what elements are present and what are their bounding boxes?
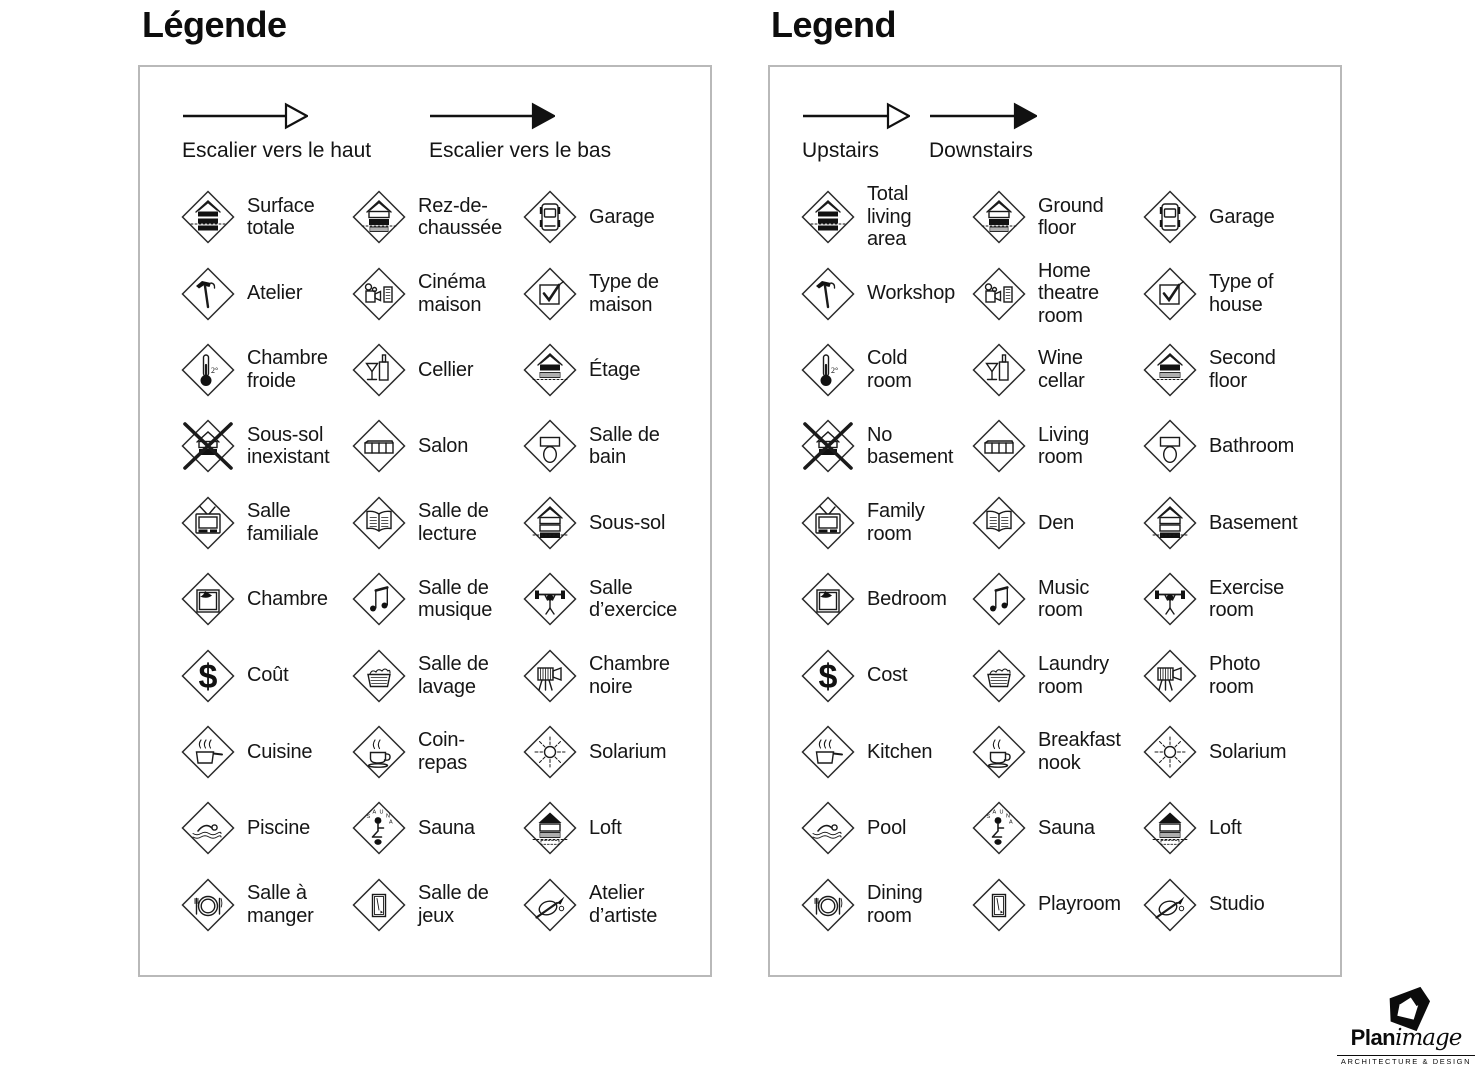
cooking-pot-icon bbox=[800, 724, 856, 780]
tv-icon bbox=[180, 495, 236, 551]
sofa-icon bbox=[351, 418, 407, 474]
arrow-label: Upstairs bbox=[802, 139, 880, 162]
planimage-wordmark bbox=[1336, 1025, 1476, 1051]
svg-text:U: U bbox=[379, 809, 384, 816]
paintbrush-icon bbox=[522, 877, 578, 933]
legend-item-label: Cuisine bbox=[247, 740, 313, 763]
legend-item-label: Loft bbox=[1209, 817, 1242, 840]
legend-item-label: Sauna bbox=[1038, 817, 1095, 840]
legend-item bbox=[1142, 408, 1324, 484]
legend-item-label: Studio bbox=[1209, 893, 1265, 916]
filled-arrow-icon bbox=[929, 100, 1037, 132]
legend-item-label: Atelier d’artiste bbox=[589, 882, 658, 927]
legend-item-label: Cinéma maison bbox=[418, 271, 486, 316]
legend-item bbox=[971, 485, 1142, 561]
legend-item-label: Cold room bbox=[867, 347, 912, 392]
legend-item bbox=[351, 255, 522, 331]
legend-item bbox=[971, 255, 1142, 331]
planimage-logo bbox=[1336, 984, 1476, 1069]
open-arrow-icon bbox=[182, 100, 308, 132]
legend-item bbox=[1142, 867, 1324, 943]
music-notes-icon bbox=[351, 571, 407, 627]
legend-item bbox=[522, 332, 704, 408]
svg-text:A: A bbox=[372, 809, 377, 816]
legend-item-label: Breakfast nook bbox=[1038, 729, 1121, 774]
legend-item-label: Garage bbox=[589, 205, 655, 228]
weightlifter-icon bbox=[522, 571, 578, 627]
crossed-house-icon bbox=[800, 418, 856, 474]
legend-item-label: Salle d’exercice bbox=[589, 576, 678, 622]
legend-item-label: Wine cellar bbox=[1038, 347, 1085, 392]
legend-item bbox=[800, 408, 971, 484]
legend-item-label: Cellier bbox=[418, 358, 474, 381]
tv-icon bbox=[800, 495, 856, 551]
svg-text:N: N bbox=[386, 813, 390, 820]
legend-item-label: Kitchen bbox=[867, 740, 933, 763]
legend-item-label: Second floor bbox=[1209, 347, 1276, 392]
legend-item-label: Type de maison bbox=[589, 271, 659, 316]
legend-item bbox=[800, 637, 971, 713]
svg-text:$: $ bbox=[198, 657, 218, 696]
weightlifter-icon bbox=[1142, 571, 1198, 627]
dollar-icon bbox=[800, 648, 856, 704]
legend-item bbox=[800, 485, 971, 561]
hammer-icon bbox=[800, 266, 856, 322]
legend-item-label: Salon bbox=[418, 435, 469, 458]
legend-item-label: Salle de musique bbox=[418, 576, 493, 622]
legend-item-label: Salle de bain bbox=[589, 423, 660, 469]
legend-item bbox=[971, 561, 1142, 637]
stairs-up-arrow bbox=[802, 100, 910, 163]
crossed-house-icon bbox=[180, 418, 236, 474]
legend-item-label: Ground floor bbox=[1038, 194, 1104, 240]
legend-item bbox=[180, 790, 351, 866]
legend-item bbox=[522, 561, 704, 637]
legend-item bbox=[971, 408, 1142, 484]
legend-item bbox=[800, 332, 971, 408]
legend-item bbox=[180, 485, 351, 561]
coffee-cup-icon bbox=[351, 724, 407, 780]
wine-bottle-glass-icon bbox=[971, 342, 1027, 398]
legend-item bbox=[180, 637, 351, 713]
legend-item-label: Étage bbox=[589, 358, 641, 381]
legend-item-label: Chambre bbox=[247, 587, 328, 610]
legend-item-label: Den bbox=[1038, 511, 1075, 534]
legend-item-label: Salle de lecture bbox=[418, 500, 489, 545]
toilet-icon bbox=[1142, 418, 1198, 474]
basement-house-icon bbox=[522, 495, 578, 551]
legend-item-label: Total living area bbox=[867, 183, 912, 251]
legend-item bbox=[180, 561, 351, 637]
sofa-icon bbox=[971, 418, 1027, 474]
loft-house-icon bbox=[1142, 800, 1198, 856]
camera-tripod-icon bbox=[522, 648, 578, 704]
svg-text:$: $ bbox=[818, 657, 838, 696]
svg-text:S: S bbox=[986, 814, 991, 821]
legend-item bbox=[800, 714, 971, 790]
second-floor-house-icon bbox=[1142, 342, 1198, 398]
legend-item bbox=[522, 714, 704, 790]
arrow-label: Downstairs bbox=[929, 139, 1033, 162]
legend-title-french: Légende bbox=[142, 4, 287, 45]
legend-item bbox=[800, 790, 971, 866]
projector-film-icon bbox=[971, 266, 1027, 322]
legend-item bbox=[971, 637, 1142, 713]
brand-bold-text: Plan bbox=[1350, 1025, 1396, 1050]
garage-car-icon bbox=[522, 189, 578, 245]
legend-item bbox=[180, 867, 351, 943]
thermometer-icon bbox=[180, 342, 236, 398]
svg-text:A: A bbox=[389, 819, 393, 826]
legend-item-label: Music room bbox=[1038, 576, 1090, 622]
legend-panel-french bbox=[138, 65, 712, 977]
total-area-house-icon bbox=[180, 189, 236, 245]
legend-item bbox=[1142, 714, 1324, 790]
plate-cutlery-icon bbox=[800, 877, 856, 933]
legend-item bbox=[800, 867, 971, 943]
legend-item-label: Bathroom bbox=[1209, 435, 1295, 458]
legend-item-label: Bedroom bbox=[867, 587, 947, 610]
window-icon bbox=[800, 571, 856, 627]
svg-text:2°: 2° bbox=[211, 365, 219, 375]
legend-item bbox=[522, 255, 704, 331]
legend-item bbox=[1142, 485, 1324, 561]
music-notes-icon bbox=[971, 571, 1027, 627]
legend-item bbox=[180, 332, 351, 408]
filled-arrow-icon bbox=[429, 100, 555, 132]
swimmer-icon bbox=[800, 800, 856, 856]
svg-text:U: U bbox=[999, 809, 1004, 816]
legend-item bbox=[180, 255, 351, 331]
legend-item-label: Pool bbox=[867, 817, 907, 840]
legend-item bbox=[1142, 255, 1324, 331]
legend-item bbox=[351, 637, 522, 713]
projector-film-icon bbox=[351, 266, 407, 322]
legend-item-label: Coin- repas bbox=[418, 729, 468, 774]
sun-icon bbox=[522, 724, 578, 780]
legend-item-label: Rez-de- chaussée bbox=[418, 194, 503, 240]
legend-item-label: Photo room bbox=[1209, 653, 1261, 698]
legend-item-label: Salle à manger bbox=[247, 882, 314, 927]
legend-item-label: Coût bbox=[247, 664, 289, 687]
legend-item bbox=[180, 179, 351, 255]
plate-cutlery-icon bbox=[180, 877, 236, 933]
legend-item bbox=[522, 790, 704, 866]
pool-table-icon bbox=[971, 877, 1027, 933]
legend-item bbox=[1142, 179, 1324, 255]
cooking-pot-icon bbox=[180, 724, 236, 780]
legend-grid bbox=[140, 179, 710, 943]
legend-item bbox=[800, 179, 971, 255]
legend-item bbox=[971, 179, 1142, 255]
legend-item bbox=[522, 485, 704, 561]
legend-panel-english bbox=[768, 65, 1342, 977]
stairs-down-arrow bbox=[429, 100, 611, 163]
legend-item bbox=[1142, 561, 1324, 637]
svg-text:S: S bbox=[366, 814, 371, 821]
legend-item-label: Workshop bbox=[867, 282, 956, 305]
stairs-up-arrow bbox=[182, 100, 371, 163]
open-book-icon bbox=[351, 495, 407, 551]
legend-title-english: Legend bbox=[771, 4, 897, 45]
wine-bottle-glass-icon bbox=[351, 342, 407, 398]
window-icon bbox=[180, 571, 236, 627]
legend-item-label: Loft bbox=[589, 817, 622, 840]
legend-grid bbox=[770, 179, 1340, 943]
checkbox-icon bbox=[522, 266, 578, 322]
legend-item-label: Salle de lavage bbox=[418, 653, 489, 698]
legend-item-label: Salle de jeux bbox=[418, 882, 489, 927]
laundry-basket-icon bbox=[971, 648, 1027, 704]
legend-item-label: Sauna bbox=[418, 817, 475, 840]
total-area-house-icon bbox=[800, 189, 856, 245]
legend-item-label: Chambre froide bbox=[247, 347, 328, 392]
arrow-label: Escalier vers le haut bbox=[182, 139, 372, 162]
legend-item bbox=[522, 179, 704, 255]
legend-item bbox=[351, 332, 522, 408]
legend-item-label: Laundry room bbox=[1038, 653, 1109, 698]
open-arrow-icon bbox=[802, 100, 910, 132]
legend-item bbox=[971, 332, 1142, 408]
svg-text:A: A bbox=[992, 809, 997, 816]
legend-item bbox=[1142, 637, 1324, 713]
legend-item bbox=[1142, 790, 1324, 866]
legend-item-label: Playroom bbox=[1038, 893, 1121, 916]
legend-item-label: No basement bbox=[867, 423, 954, 469]
legend-item bbox=[351, 561, 522, 637]
toilet-icon bbox=[522, 418, 578, 474]
logo-tagline: ARCHITECTURE & DESIGN bbox=[1337, 1055, 1475, 1066]
legend-item bbox=[522, 408, 704, 484]
legend-item-label: Solarium bbox=[1209, 740, 1287, 763]
legend-item-label: Cost bbox=[867, 664, 908, 687]
legend-item bbox=[800, 561, 971, 637]
legend-item bbox=[180, 408, 351, 484]
legend-item-label: Surface totale bbox=[247, 194, 315, 240]
brand-script-text: image bbox=[1395, 1025, 1462, 1051]
camera-tripod-icon bbox=[1142, 648, 1198, 704]
checkbox-icon bbox=[1142, 266, 1198, 322]
sauna-person-icon bbox=[971, 800, 1027, 856]
stairs-down-arrow bbox=[929, 100, 1037, 163]
sun-icon bbox=[1142, 724, 1198, 780]
coffee-cup-icon bbox=[971, 724, 1027, 780]
legend-item-label: Sous-sol inexistant bbox=[247, 423, 330, 469]
legend-item bbox=[351, 790, 522, 866]
legend-item-label: Home theatre room bbox=[1038, 259, 1099, 327]
laundry-basket-icon bbox=[351, 648, 407, 704]
svg-text:2°: 2° bbox=[831, 365, 839, 375]
second-floor-house-icon bbox=[522, 342, 578, 398]
legend-item-label: Chambre noire bbox=[589, 653, 670, 698]
pool-table-icon bbox=[351, 877, 407, 933]
svg-text:A: A bbox=[1009, 819, 1013, 826]
legend-item-label: Atelier bbox=[247, 282, 303, 305]
legend-item-label: Solarium bbox=[589, 740, 667, 763]
legend-item bbox=[522, 637, 704, 713]
legend-item-label: Living room bbox=[1038, 423, 1090, 469]
loft-house-icon bbox=[522, 800, 578, 856]
legend-item bbox=[971, 790, 1142, 866]
sauna-person-icon bbox=[351, 800, 407, 856]
basement-house-icon bbox=[1142, 495, 1198, 551]
legend-item bbox=[351, 179, 522, 255]
legend-item-label: Piscine bbox=[247, 817, 311, 840]
legend-item bbox=[351, 867, 522, 943]
legend-item-label: Sous-sol bbox=[589, 511, 666, 534]
ground-floor-house-icon bbox=[351, 189, 407, 245]
open-book-icon bbox=[971, 495, 1027, 551]
legend-item bbox=[971, 714, 1142, 790]
legend-item-label: Salle familiale bbox=[247, 500, 319, 545]
legend-item bbox=[1142, 332, 1324, 408]
legend-item bbox=[522, 867, 704, 943]
ground-floor-house-icon bbox=[971, 189, 1027, 245]
thermometer-icon bbox=[800, 342, 856, 398]
legend-item-label: Exercise room bbox=[1209, 576, 1285, 622]
legend-item bbox=[351, 485, 522, 561]
arrow-label: Escalier vers le bas bbox=[429, 139, 612, 162]
legend-item bbox=[351, 408, 522, 484]
legend-item-label: Type of house bbox=[1209, 271, 1274, 316]
legend-item bbox=[971, 867, 1142, 943]
svg-text:N: N bbox=[1006, 813, 1010, 820]
legend-item bbox=[180, 714, 351, 790]
legend-item-label: Garage bbox=[1209, 205, 1275, 228]
dollar-icon bbox=[180, 648, 236, 704]
legend-item-label: Family room bbox=[867, 500, 925, 545]
swimmer-icon bbox=[180, 800, 236, 856]
garage-car-icon bbox=[1142, 189, 1198, 245]
legend-item-label: Basement bbox=[1209, 511, 1298, 534]
legend-item bbox=[351, 714, 522, 790]
legend-item-label: Dining room bbox=[867, 882, 923, 927]
hammer-icon bbox=[180, 266, 236, 322]
legend-item bbox=[800, 255, 971, 331]
paintbrush-icon bbox=[1142, 877, 1198, 933]
